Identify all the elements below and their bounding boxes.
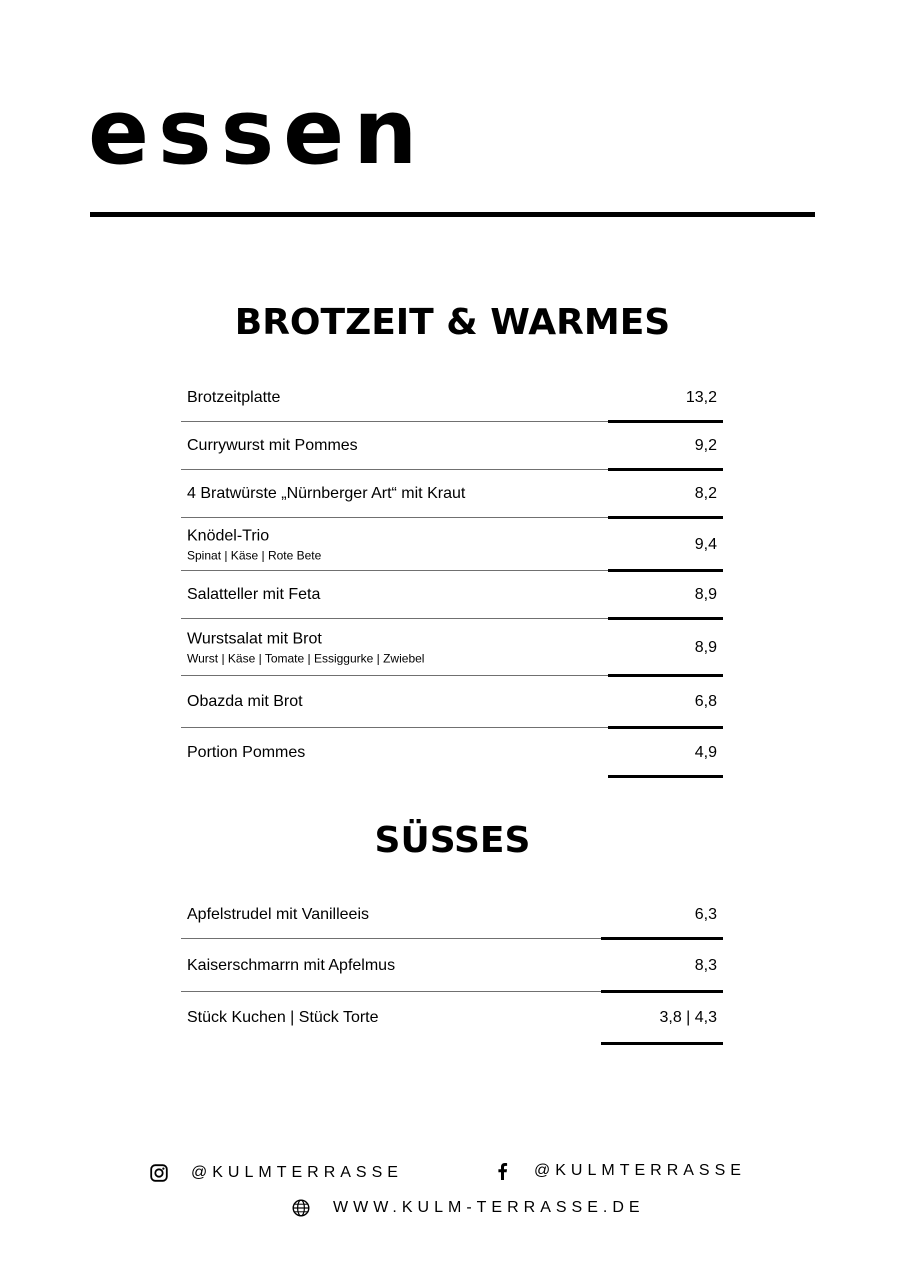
page-title: essen	[88, 80, 427, 185]
menu-item	[181, 571, 723, 619]
item-price: 3,8 | 4,3	[659, 1009, 717, 1026]
footer-facebook[interactable]	[492, 1161, 746, 1181]
menu-item	[181, 518, 723, 571]
menu-list-suesses	[181, 891, 723, 1044]
item-price: 8,3	[694, 956, 717, 974]
item-name: Obazda mit Brot	[187, 693, 303, 710]
item-price: 6,3	[694, 906, 717, 923]
section-heading-suesses: SÜSSES	[374, 820, 531, 861]
item-price: 9,2	[694, 437, 717, 454]
item-price: 8,9	[694, 586, 717, 603]
item-price: 4,9	[694, 743, 717, 761]
item-name: Currywurst mit Pommes	[187, 437, 358, 454]
price-underline	[601, 1042, 723, 1045]
instagram-handle[interactable]: @KULMTERRASSE	[191, 1164, 403, 1181]
section-heading-brotzeit: BROTZEIT & WARMES	[234, 302, 671, 343]
item-description: Wurst | Käse | Tomate | Essiggurke | Zwiebel	[187, 651, 425, 665]
globe-icon	[291, 1198, 311, 1218]
title-divider	[90, 212, 815, 217]
menu-item	[181, 992, 723, 1044]
item-name: Brotzeitplatte	[187, 388, 281, 406]
item-name: 4 Bratwürste „Nürnberger Art“ mit Kraut	[187, 485, 466, 502]
item-name: Salatteller mit Feta	[187, 586, 321, 603]
facebook-handle[interactable]: @KULMTERRASSE	[534, 1162, 746, 1179]
menu-item	[181, 470, 723, 518]
facebook-icon	[492, 1161, 512, 1181]
instagram-icon	[149, 1163, 169, 1183]
item-name: Portion Pommes	[187, 743, 306, 761]
menu-item	[181, 891, 723, 939]
menu-item	[181, 728, 723, 777]
menu-item	[181, 619, 723, 676]
item-price: 8,9	[694, 638, 717, 656]
item-name: Knödel-Trio	[187, 527, 270, 544]
footer-instagram[interactable]	[149, 1163, 403, 1183]
menu-item	[181, 373, 723, 422]
item-name: Wurstsalat mit Brot	[187, 630, 322, 647]
item-price: 8,2	[694, 485, 717, 502]
item-description: Spinat | Käse | Rote Bete	[187, 548, 322, 562]
item-name: Stück Kuchen | Stück Torte	[187, 1009, 379, 1026]
menu-item	[181, 676, 723, 728]
menu-item	[181, 939, 723, 992]
item-price: 9,4	[694, 535, 717, 553]
footer-website[interactable]	[291, 1198, 645, 1218]
menu-list-brotzeit	[181, 373, 723, 777]
menu-item	[181, 422, 723, 470]
website-url[interactable]: WWW.KULM-TERRASSE.DE	[333, 1199, 645, 1216]
item-price: 6,8	[694, 693, 717, 710]
item-name: Kaiserschmarrn mit Apfelmus	[187, 956, 396, 974]
item-name: Apfelstrudel mit Vanilleeis	[187, 906, 370, 923]
price-underline	[608, 775, 723, 778]
item-price: 13,2	[685, 388, 717, 406]
